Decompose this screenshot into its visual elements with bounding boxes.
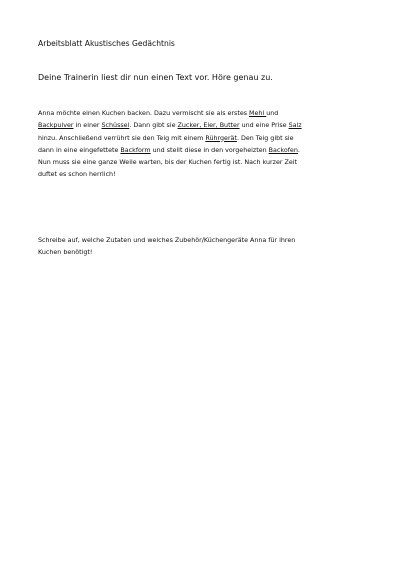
ingredient-salz: Salz (288, 122, 302, 130)
tool-backform: Backform (120, 146, 151, 154)
task-line: Kuchen benötigt! (38, 249, 93, 257)
story-line: Nun muss sie eine ganze Weile warten, bis der Kuchen fertig ist. Nach kurzer Zeit (38, 159, 298, 167)
story-text: hinzu. Anschließend verrührt sie den Teig mit einem (38, 134, 206, 142)
worksheet-instruction: Deine Trainerin liest dir nun einen Text vor. Höre genau zu. (38, 73, 273, 82)
ingredient-zucker-eier-butter: Zucker, Eier, Butter (177, 122, 240, 130)
story-text: Anna möchte einen Kuchen backen. Dazu vermischt sie als erstes (38, 110, 250, 117)
story-line: duftet es schon herrlich! (38, 171, 116, 179)
story-line (38, 133, 368, 145)
story-text: dann in eine eingefettete (38, 146, 121, 154)
worksheet-title: Arbeitsblatt Akustisches Gedächtnis (38, 39, 175, 48)
story-text: und stellt diese in den vorgeheizten (150, 146, 269, 154)
story-line (38, 108, 368, 120)
story-text: und (266, 110, 279, 117)
tool-ruehrgeraet: Rührgerät (205, 134, 237, 142)
story-text: . Den Teig gibt sie (236, 134, 294, 142)
story-line (38, 145, 368, 157)
ingredient-backpulver: Backpulver (38, 122, 74, 130)
tool-schuessel: Schüssel (101, 122, 130, 130)
story-text: . Dann gibt sie (129, 122, 178, 130)
story-line (38, 120, 368, 132)
story-text: . (297, 146, 300, 154)
story-text: und eine Prise (239, 122, 289, 130)
story-text: in einer (73, 122, 102, 130)
ingredient-mehl: Mehl (249, 110, 267, 117)
task-line: Schreibe auf, welche Zutaten und welches Zubehör/Küchengeräte Anna für ihren (38, 237, 296, 244)
tool-backofen: Backofen (268, 146, 298, 154)
story-paragraph (38, 108, 368, 182)
task-paragraph (38, 235, 368, 260)
